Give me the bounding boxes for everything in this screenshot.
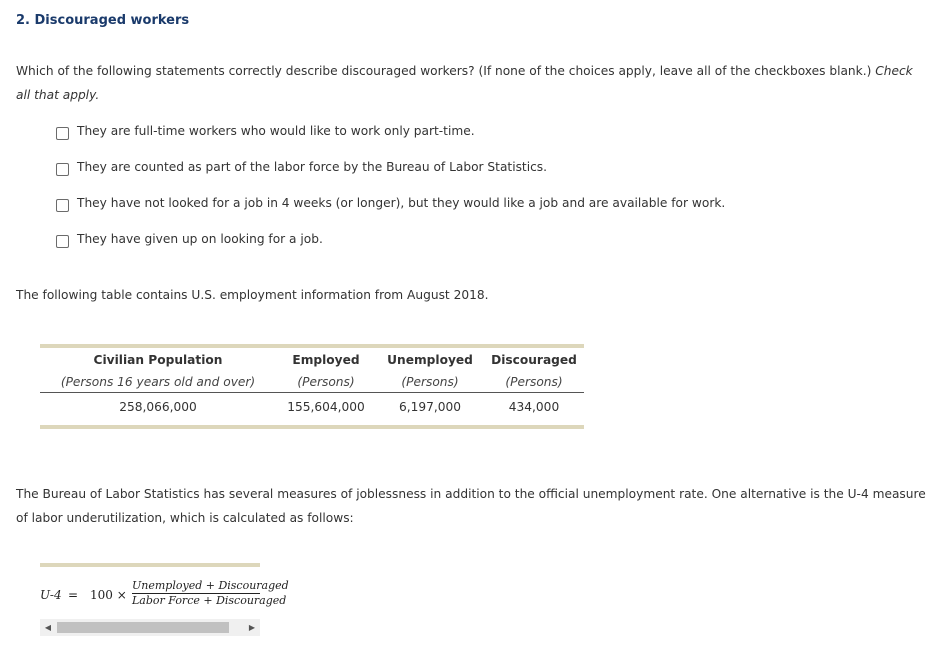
options-list (56, 124, 725, 268)
col-sub-discouraged: (Persons) (484, 372, 584, 393)
option-1[interactable] (56, 124, 725, 160)
checkbox-option-3[interactable] (56, 199, 69, 212)
checkbox-option-4[interactable] (56, 235, 69, 248)
u4-formula (40, 567, 289, 619)
col-sub-employed: (Persons) (276, 372, 376, 393)
cell-discouraged: 434,000 (508, 400, 560, 414)
formula-multiplier: 100 × (90, 588, 127, 602)
formula-denominator: Labor Force + Discouraged (132, 594, 287, 607)
formula-box (40, 563, 289, 619)
option-4-label[interactable]: They have given up on looking for a job. (77, 232, 323, 246)
employment-table (40, 344, 584, 429)
col-header-population: Civilian Population (93, 353, 223, 367)
option-3-label[interactable]: They have not looked for a job in 4 weeks (or longer), but they would like a job and are available for work. (77, 196, 726, 210)
measure-intro: The Bureau of Labor Statistics has several measures of joblessness in addition to the official unemployment rate. One alternative is the U-4 measure of labor underutilization, which is calculated as follows: (16, 487, 926, 525)
question-prompt: Which of the following statements correctly describe discouraged workers? (If none of the choices apply, leave all of the checkboxes blank.) (16, 64, 876, 78)
table-bottom-border (40, 425, 584, 429)
option-4[interactable] (56, 232, 725, 268)
cell-unemployed: 6,197,000 (398, 400, 462, 414)
option-1-label[interactable]: They are full-time workers who would like to work only part-time. (77, 124, 475, 138)
scroll-thumb[interactable] (57, 622, 229, 633)
cell-population: 258,066,000 (119, 400, 197, 414)
formula-lhs: U-4 (40, 588, 62, 602)
col-header-discouraged: Discouraged (491, 353, 577, 367)
formula-fraction (132, 579, 289, 608)
checkbox-option-2[interactable] (56, 163, 69, 176)
formula-equals: = (68, 588, 79, 602)
col-header-employed: Employed (292, 353, 360, 367)
option-2[interactable] (56, 160, 725, 196)
checkbox-option-1[interactable] (56, 127, 69, 140)
option-3[interactable] (56, 196, 725, 232)
formula-numerator: Unemployed + Discouraged (132, 579, 289, 592)
cell-employed: 155,604,000 (287, 400, 365, 414)
col-sub-unemployed: (Persons) (376, 372, 484, 393)
col-sub-population: (Persons 16 years old and over) (40, 372, 276, 393)
horizontal-scrollbar[interactable] (40, 619, 260, 636)
table-intro: The following table contains U.S. employment information from August 2018. (16, 288, 489, 302)
question-instruction: Check all that apply. (16, 64, 913, 102)
question-text (16, 59, 926, 107)
option-2-label[interactable]: They are counted as part of the labor force by the Bureau of Labor Statistics. (77, 160, 548, 174)
scroll-left-arrow-icon[interactable]: ◀ (44, 623, 52, 632)
scroll-right-arrow-icon[interactable]: ▶ (248, 623, 256, 632)
table-row (40, 393, 584, 422)
section-heading: 2. Discouraged workers (16, 13, 190, 28)
col-header-unemployed: Unemployed (387, 353, 473, 367)
